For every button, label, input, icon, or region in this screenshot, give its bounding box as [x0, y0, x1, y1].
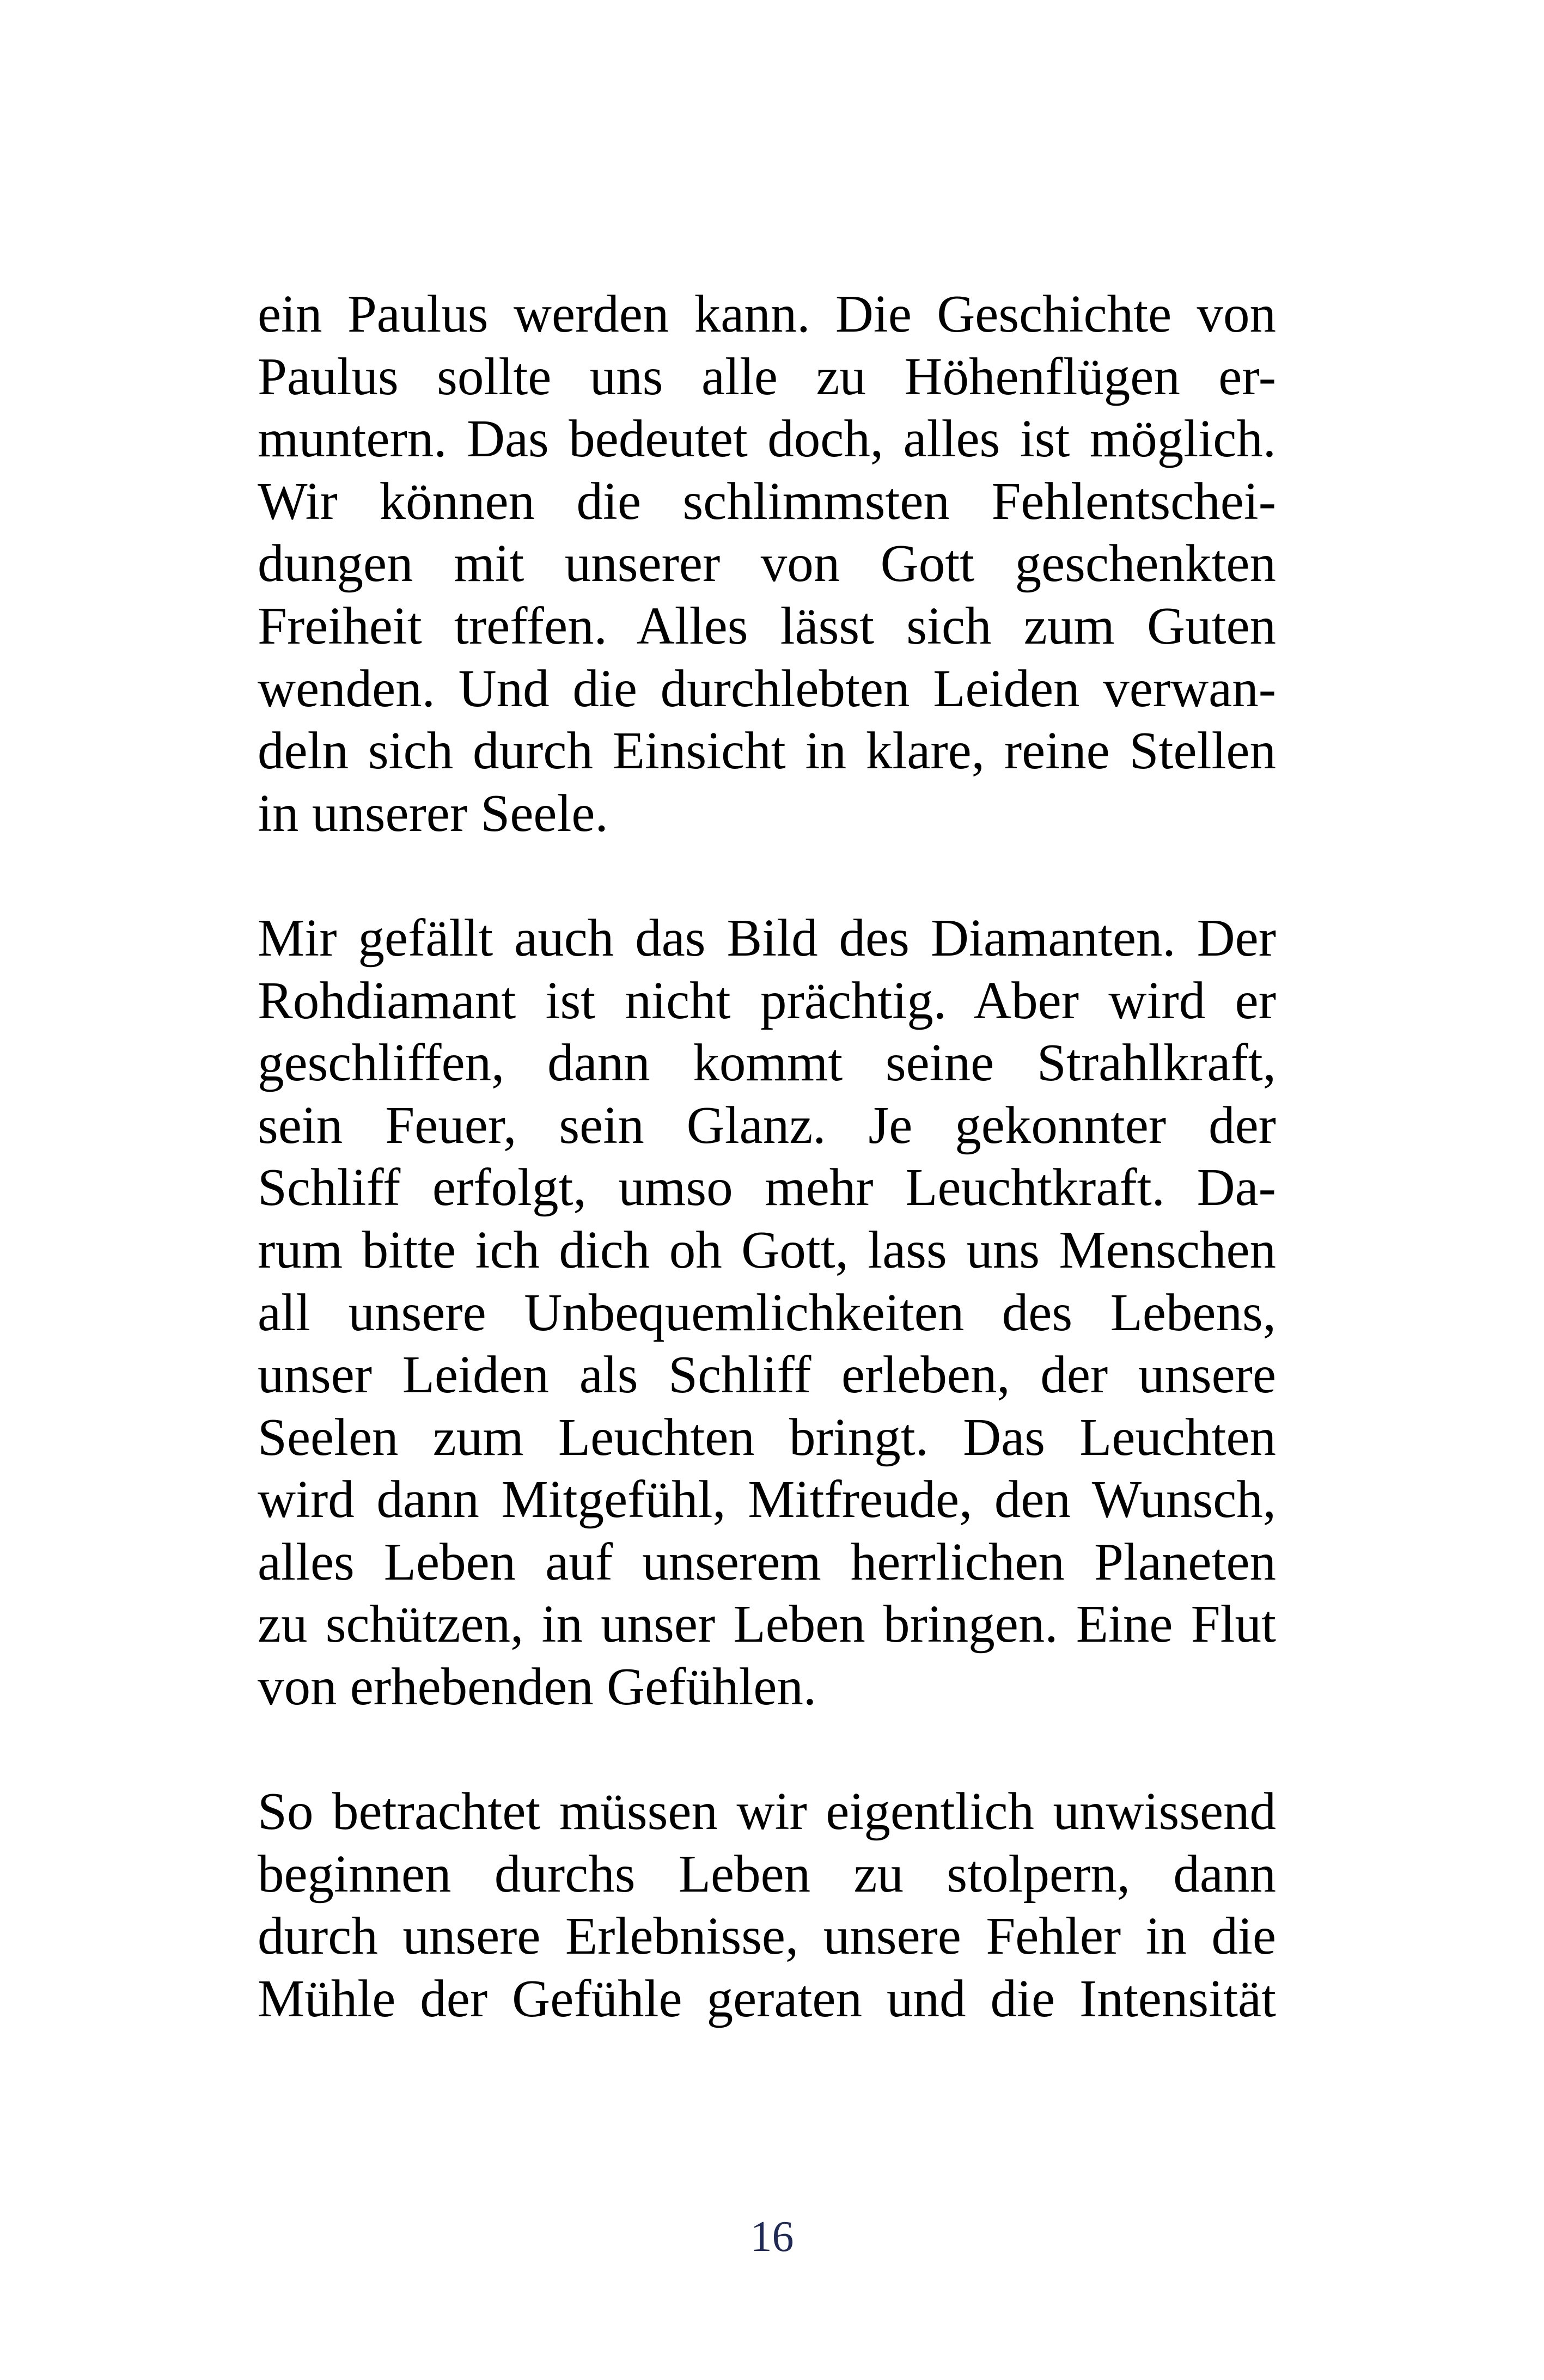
text-line: zu schützen, in unser Leben bringen. Eine Flut — [258, 1595, 1276, 1654]
text-line: rum bitte ich dich oh Gott, lass uns Menschen — [258, 1220, 1276, 1279]
text-line: Mühle der Gefühle geraten und die Intensität — [258, 1969, 1276, 2028]
text-line: Schliff erfolgt, umso mehr Leuchtkraft. Da- — [258, 1158, 1276, 1217]
text-line: Paulus sollte uns alle zu Höhenflügen er- — [258, 347, 1276, 406]
text-line: beginnen durchs Leben zu stolpern, dann — [258, 1844, 1276, 1903]
text-line: Wir können die schlimmsten Fehlentschei- — [258, 472, 1276, 530]
text-line: durch unsere Erlebnisse, unsere Fehler in die — [258, 1907, 1276, 1966]
text-line: wenden. Und die durchlebten Leiden verwan- — [258, 659, 1276, 718]
text-line: Freiheit treffen. Alles lässt sich zum Guten — [258, 596, 1276, 655]
text-line: dungen mit unserer von Gott geschenkten — [258, 534, 1276, 593]
body-text — [258, 283, 1276, 2030]
text-line: muntern. Das bedeutet doch, alles ist möglich. — [258, 409, 1276, 468]
paragraph-2 — [258, 907, 1276, 1718]
text-line: unser Leiden als Schliff erleben, der unsere — [258, 1345, 1276, 1404]
text-line: alles Leben auf unserem herrlichen Planeten — [258, 1532, 1276, 1591]
page-number: 16 — [750, 2213, 794, 2261]
text-line: wird dann Mitgefühl, Mitfreude, den Wunsch, — [258, 1470, 1276, 1529]
text-line: all unsere Unbequemlichkeiten des Lebens, — [258, 1283, 1276, 1342]
paragraph-spacer — [258, 845, 1276, 907]
text-line: geschliffen, dann kommt seine Strahlkraft, — [258, 1033, 1276, 1092]
paragraph-1 — [258, 283, 1276, 845]
text-line: Rohdiamant ist nicht prächtig. Aber wird er — [258, 971, 1276, 1030]
paragraph-spacer — [258, 1718, 1276, 1781]
text-line: Seelen zum Leuchten bringt. Das Leuchten — [258, 1408, 1276, 1466]
text-line: ein Paulus werden kann. Die Geschichte von — [258, 285, 1276, 343]
text-line: Mir gefällt auch das Bild des Diamanten. Der — [258, 908, 1276, 967]
text-line: von erhebenden Gefühlen. — [258, 1657, 817, 1716]
text-line: deln sich durch Einsicht in klare, reine Stellen — [258, 721, 1276, 780]
text-line: sein Feuer, sein Glanz. Je gekonnter der — [258, 1096, 1276, 1154]
text-line: in unserer Seele. — [258, 784, 608, 842]
text-line: So betrachtet müssen wir eigentlich unwissend — [258, 1782, 1276, 1841]
paragraph-3 — [258, 1781, 1276, 2030]
